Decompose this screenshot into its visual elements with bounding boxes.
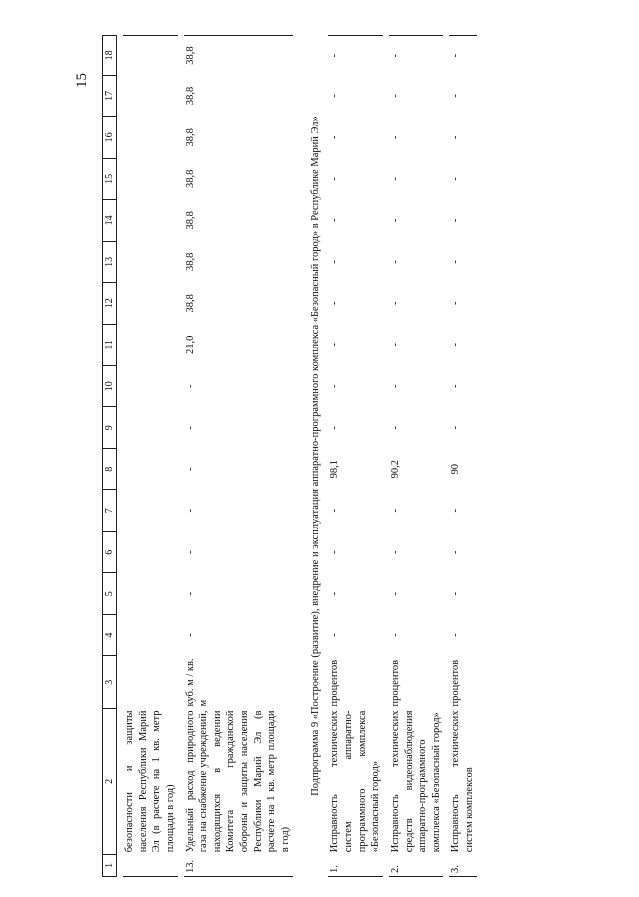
value-cell: - (389, 426, 401, 430)
spacer-row (477, 36, 483, 877)
column-header-9: 9 (103, 407, 117, 448)
value-cell: 90 (450, 463, 462, 475)
value-cell (123, 573, 178, 614)
column-header-2: 2 (103, 709, 117, 855)
value-cell (123, 490, 178, 531)
column-header-17: 17 (103, 75, 117, 116)
value-cell: - (184, 633, 196, 637)
indicator-name: Исправность технических систем комплексов (450, 710, 476, 853)
value-cell: 38,8 (184, 86, 196, 106)
value-cell: - (184, 384, 196, 389)
table-row (389, 36, 444, 877)
value-cell: - (329, 633, 341, 637)
value-cell (123, 448, 178, 489)
value-cell (123, 324, 178, 365)
value-cell: - (329, 177, 341, 181)
subprogram-heading-row (299, 36, 329, 877)
value-cell: - (389, 508, 401, 513)
column-header-11: 11 (103, 324, 117, 365)
column-header-12: 12 (103, 283, 117, 324)
value-cell: 38,8 (184, 169, 196, 189)
value-cell: - (450, 508, 462, 513)
value-cell: - (389, 36, 444, 76)
value-cell: - (450, 633, 462, 637)
value-cell (123, 158, 178, 199)
table-row (449, 36, 476, 877)
value-cell: - (184, 426, 196, 430)
value-cell (123, 241, 178, 282)
value-cell: 90,2 (389, 460, 401, 479)
subprogram-title: Подпрограмма 9 «Построение (развитие), внедрение и эксплуатация аппаратно-программного комплекса «Безопасный город» в Республике Марий Эл» (309, 116, 321, 796)
value-cell: - (450, 301, 462, 306)
value-cell: - (449, 36, 476, 76)
value-cell: - (184, 467, 196, 471)
value-cell: 21,0 (184, 335, 196, 354)
table-row (184, 36, 293, 877)
value-cell: - (184, 508, 196, 513)
value-cell: - (450, 94, 462, 98)
column-header-3: 3 (103, 656, 117, 709)
value-cell: 38,8 (184, 252, 196, 271)
value-cell (123, 283, 178, 324)
table-body (117, 36, 483, 877)
column-header-16: 16 (103, 117, 117, 158)
value-cell: - (389, 218, 401, 223)
value-cell: 98,1 (329, 460, 341, 479)
table-row (328, 36, 383, 877)
value-cell: - (329, 384, 341, 389)
value-cell: - (389, 633, 401, 637)
value-cell: - (184, 591, 196, 596)
value-cell (123, 531, 178, 572)
header-row (103, 36, 117, 877)
column-header-1: 1 (103, 854, 117, 876)
value-cell: - (328, 36, 383, 76)
value-cell (123, 36, 178, 76)
value-cell: - (329, 94, 341, 98)
row-number: 2. (389, 854, 444, 876)
value-cell: - (450, 135, 462, 140)
value-cell: - (389, 384, 401, 389)
column-header-18: 18 (103, 36, 117, 76)
row-number (123, 854, 178, 876)
column-header-8: 8 (103, 448, 117, 489)
column-header-13: 13 (103, 241, 117, 282)
column-header-4: 4 (103, 614, 117, 655)
row-number: 13. (184, 854, 293, 876)
indicator-name: безопасности и защиты населения Республики Марий Эл (в расчете на 1 кв. метр площади в год) (124, 710, 176, 853)
value-cell: 38,8 (184, 36, 293, 76)
value-cell: - (329, 426, 341, 430)
column-header-5: 5 (103, 573, 117, 614)
value-cell: - (389, 177, 401, 181)
value-cell (123, 407, 178, 448)
value-cell: 38,8 (184, 128, 196, 147)
table-row (123, 36, 178, 877)
column-header-15: 15 (103, 158, 117, 199)
value-cell: - (329, 260, 341, 264)
column-header-10: 10 (103, 366, 117, 407)
column-header-7: 7 (103, 490, 117, 531)
unit-of-measure: процентов (450, 659, 462, 707)
row-number: 1. (328, 854, 383, 876)
value-cell: - (329, 343, 341, 347)
value-cell: - (450, 591, 462, 596)
row-number: 3. (449, 854, 476, 876)
rotated-table-container (102, 35, 542, 877)
indicator-name: Исправность технических средств видеонаблюдения аппаратно-программного комплекса «Безопасный город» (389, 710, 442, 853)
value-cell: - (389, 94, 401, 98)
value-cell: - (389, 301, 401, 306)
value-cell: - (329, 508, 341, 513)
value-cell (123, 366, 178, 407)
unit-of-measure (123, 656, 178, 709)
value-cell (123, 75, 178, 116)
page-number: 15 (74, 73, 90, 88)
column-header-6: 6 (103, 531, 117, 572)
value-cell: - (389, 343, 401, 347)
value-cell: - (450, 426, 462, 430)
value-cell: - (329, 550, 341, 554)
value-cell: - (184, 550, 196, 554)
indicator-name: Исправность технических систем аппаратно-программного комплекса «Безопасный город» (329, 710, 382, 853)
value-cell: - (329, 218, 341, 223)
value-cell: - (450, 550, 462, 554)
spacer-cell (477, 36, 483, 877)
value-cell (123, 200, 178, 241)
value-cell: - (329, 591, 341, 596)
value-cell: - (450, 260, 462, 264)
value-cell: - (450, 384, 462, 389)
unit-of-measure: процентов (329, 659, 341, 707)
value-cell: - (450, 177, 462, 181)
indicator-name: Удельный расход природного газа на снабжение учреждений, находящихся в ведении Комитета гражданской обороны и защиты населения Республики Марий Эл (в расчете на 1 кв. метр площади в год) (184, 710, 292, 853)
value-cell: 38,8 (184, 294, 196, 313)
value-cell: 38,8 (184, 211, 196, 230)
value-cell (123, 117, 178, 158)
value-cell: - (389, 135, 401, 140)
value-cell: - (329, 135, 341, 140)
value-cell: - (389, 591, 401, 596)
unit-of-measure: куб. м / кв. м (184, 658, 210, 707)
value-cell: - (450, 343, 462, 347)
value-cell: - (450, 218, 462, 223)
value-cell: - (329, 301, 341, 306)
value-cell: - (389, 550, 401, 554)
value-cell: - (389, 260, 401, 264)
value-cell (123, 614, 178, 655)
unit-of-measure: процентов (389, 659, 401, 707)
indicators-table (102, 35, 483, 877)
column-header-14: 14 (103, 200, 117, 241)
